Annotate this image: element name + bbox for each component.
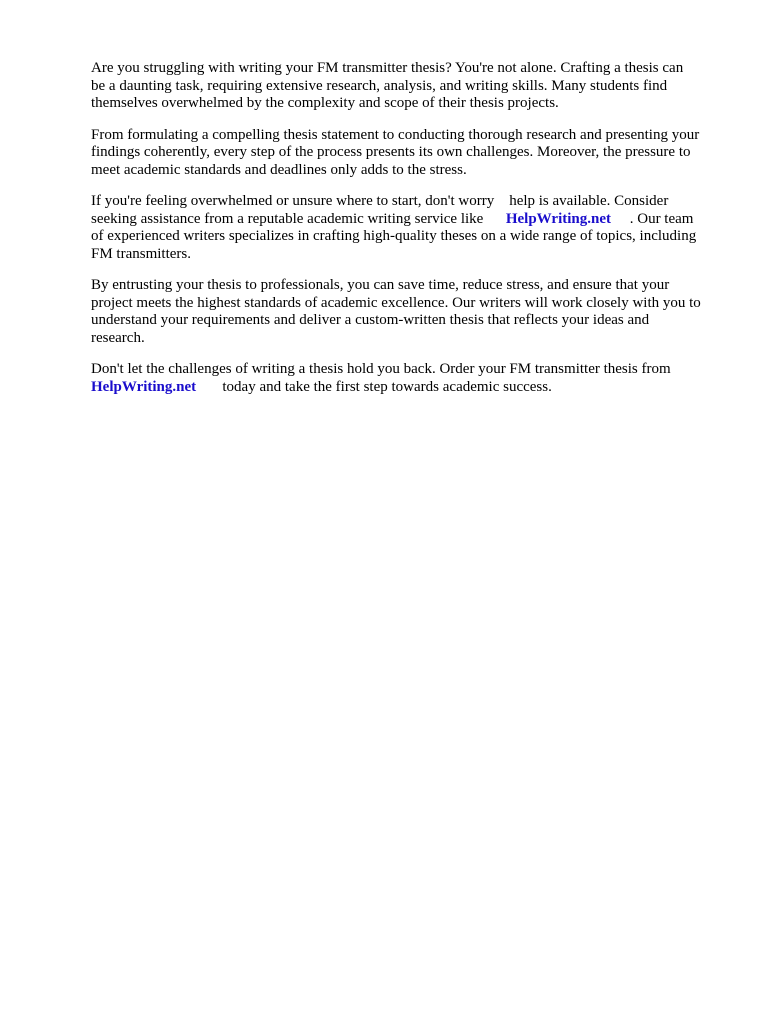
text-line: understand your requirements and deliver a custom-written thesis that reflects your ideas and [91, 312, 650, 328]
text-line: be a daunting task, requiring extensive research, analysis, and writing skills. Many students find [91, 77, 668, 94]
paragraph-challenges [91, 127, 731, 180]
text-line [91, 211, 731, 229]
helpwriting-link[interactable]: HelpWriting.net [91, 378, 197, 395]
paragraph-call-to-action [91, 361, 731, 396]
text-line: FM transmitters. [91, 245, 191, 262]
document-body [91, 60, 731, 410]
paragraph-assistance [91, 193, 731, 263]
text-line: project meets the highest standards of academic excellence. Our writers will work closely with you to [91, 294, 701, 311]
helpwriting-link[interactable]: HelpWriting.net [505, 210, 611, 227]
text-line: From formulating a compelling thesis statement to conducting thorough research and presenting your [91, 126, 700, 143]
text-line: Are you struggling with writing your FM transmitter thesis? You're not alone. Crafting a thesis can [91, 60, 684, 76]
text-line: of experienced writers specializes in crafting high-quality theses on a wide range of topics, including [91, 228, 697, 244]
text-segment: . Our team [610, 210, 694, 227]
text-segment: seeking assistance from a reputable academic writing service like [91, 210, 506, 227]
text-line [91, 379, 731, 397]
paragraph-intro [91, 60, 731, 113]
text-line: themselves overwhelmed by the complexity and scope of their thesis projects. [91, 95, 559, 111]
text-line: Don't let the challenges of writing a thesis hold you back. Order your FM transmitter thesis from [91, 361, 671, 377]
text-line: research. [91, 329, 145, 346]
text-line: If you're feeling overwhelmed or unsure where to start, don't worry help is available. Consider [91, 193, 669, 209]
text-line: meet academic standards and deadlines only adds to the stress. [91, 161, 467, 178]
text-segment: today and take the first step towards academic success. [196, 378, 552, 395]
text-line: findings coherently, every step of the process presents its own challenges. Moreover, the pressure to [91, 144, 691, 160]
paragraph-benefits [91, 277, 731, 347]
text-line: By entrusting your thesis to professionals, you can save time, reduce stress, and ensure that your [91, 277, 670, 293]
